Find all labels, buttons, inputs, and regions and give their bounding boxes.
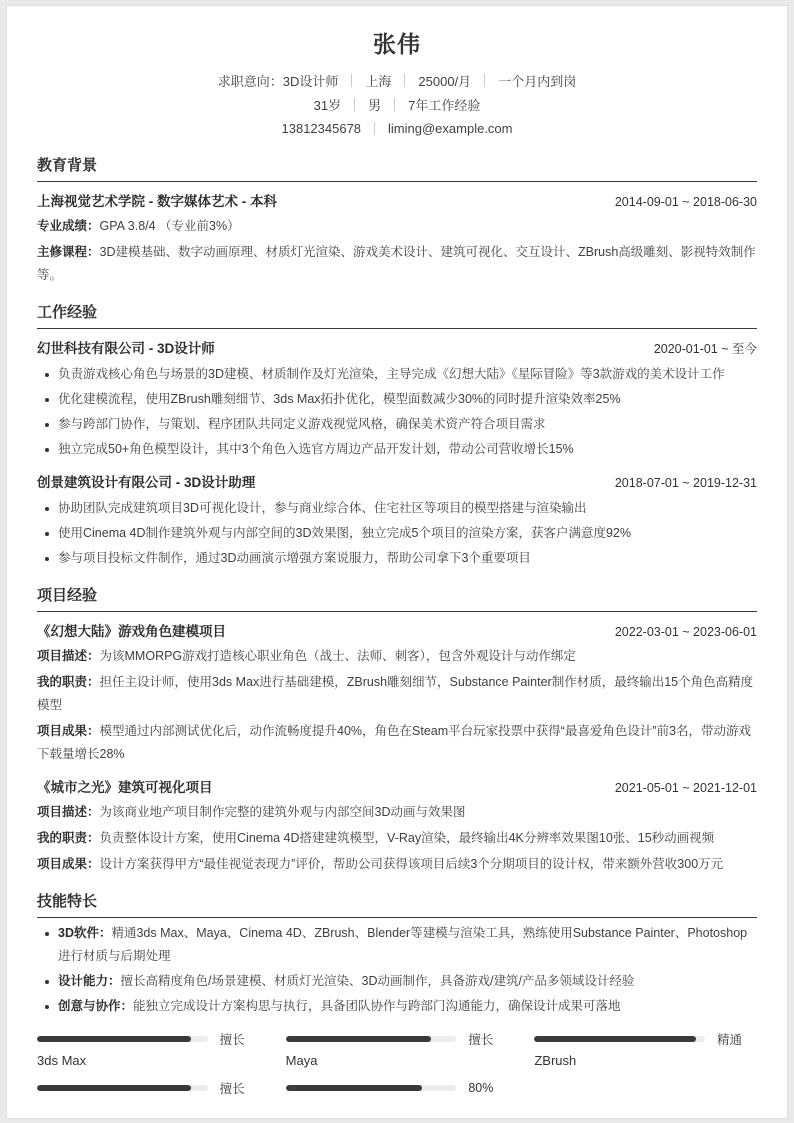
skill-bar-track	[37, 1085, 208, 1091]
skill-bar	[286, 1032, 509, 1069]
skill-bar-fill	[286, 1085, 423, 1091]
skill-bar-name: ZBrush	[534, 1053, 577, 1068]
field-text: 担任主设计师，使用3ds Max进行基础建模，ZBrush雕刻细节，Substance Painter制作材质，最终输出15个角色高精度模型	[37, 675, 754, 712]
company-and-position: 幻世科技有限公司 - 3D设计师	[37, 341, 215, 356]
skill-bar-name: 3ds Max	[37, 1053, 87, 1068]
skill-label: 设计能力：	[58, 974, 121, 988]
skill-bullet	[37, 922, 757, 968]
availability: 一个月内到岗	[498, 73, 577, 89]
email-address: liming@example.com	[388, 120, 513, 136]
skill-level-label: 擅长	[219, 1082, 245, 1096]
separator	[351, 74, 352, 87]
skill-bar	[286, 1081, 509, 1102]
skill-bullet-list	[37, 922, 757, 1018]
field-text: 为该MMORPG游戏打造核心职业角色（战士、法师、刺客），包含外观设计与动作绑定	[99, 649, 576, 663]
expected-salary: 25000/月	[418, 73, 472, 89]
gender: 男	[368, 97, 382, 113]
section-skills	[37, 892, 757, 1102]
separator	[484, 74, 485, 87]
work-bullet-list	[37, 497, 757, 570]
field-text: GPA 3.8/4 （专业前3%）	[99, 219, 240, 233]
section-title-projects: 项目经验	[37, 586, 757, 612]
skill-bar-track	[286, 1085, 457, 1091]
personal-info-row	[37, 92, 757, 116]
skill-level-label: 擅长	[468, 1033, 494, 1047]
skill-text: 精通3ds Max、Maya、Cinema 4D、ZBrush、Blender等建模与渲染工具，熟练使用Substance Painter、Photoshop进行材质与后期处理	[58, 926, 748, 963]
project-name: 《城市之光》建筑可视化项目	[37, 780, 213, 795]
skill-bar	[37, 1081, 260, 1102]
project-date-range: 2021-05-01 ~ 2021-12-01	[614, 781, 757, 795]
project-name: 《幻想大陆》游戏角色建模项目	[37, 624, 226, 639]
field-text: 3D建模基础、数字动画原理、材质灯光渲染、游戏美术设计、建筑可视化、交互设计、ZBrush高级雕刻、影视特效制作等。	[37, 245, 756, 282]
education-entry	[37, 192, 757, 287]
skill-level-label: 80%	[468, 1081, 494, 1095]
skill-bar-fill	[534, 1036, 696, 1042]
work-bullet: 参与跨部门协作，与策划、程序团队共同定义游戏视觉风格，确保美术资产符合项目需求	[37, 413, 757, 436]
field-label: 我的职责：	[37, 831, 100, 845]
skill-bar-fill	[37, 1085, 191, 1091]
separator	[394, 98, 395, 111]
work-bullet: 使用Cinema 4D制作建筑外观与内部空间的3D效果图，独立完成5个项目的渲染方案，获客户满意度92%	[37, 522, 757, 545]
field-text: 模型通过内部测试优化后，动作流畅度提升40%，角色在Steam平台玩家投票中获得“最喜爱角色设计”前3名，带动游戏下载量增长28%	[37, 724, 751, 761]
section-work-experience	[37, 303, 757, 570]
work-entry	[37, 473, 757, 570]
section-title-education: 教育背景	[37, 156, 757, 182]
resume-page	[6, 5, 788, 1119]
job-intent-row	[37, 68, 757, 92]
skill-label: 创意与协作：	[58, 999, 134, 1013]
project-responsibility-row	[37, 671, 757, 717]
separator	[354, 98, 355, 111]
contact-row	[37, 116, 757, 140]
project-date-range: 2022-03-01 ~ 2023-06-01	[614, 625, 757, 639]
age: 31岁	[313, 97, 342, 113]
skill-bar-name: Maya	[285, 1053, 318, 1068]
candidate-name: 张伟	[373, 31, 421, 57]
work-bullet: 协助团队完成建筑项目3D可视化设计，参与商业综合体、住宅社区等项目的模型搭建与渲染输出	[37, 497, 757, 520]
project-description-row	[37, 645, 757, 668]
separator	[404, 74, 405, 87]
skill-bullet	[37, 995, 757, 1018]
field-text: 为该商业地产项目制作完整的建筑外观与内部空间3D动画与效果图	[99, 805, 466, 819]
field-label: 专业成绩：	[37, 219, 100, 233]
skill-bar-fill	[37, 1036, 191, 1042]
skill-text: 能独立完成设计方案构思与执行，具备团队协作与跨部门沟通能力，确保设计成果可落地	[133, 999, 621, 1013]
work-bullet: 负责游戏核心角色与场景的3D建模、材质制作及灯光渲染，主导完成《幻想大陆》《星际冒险》等3款游戏的美术设计工作	[37, 363, 757, 386]
education-date-range: 2014-09-01 ~ 2018-06-30	[614, 195, 757, 209]
project-description-row	[37, 801, 757, 824]
field-label: 项目描述：	[37, 805, 100, 819]
project-result-row	[37, 720, 757, 766]
field-label: 项目描述：	[37, 649, 100, 663]
skill-level-label: 精通	[717, 1033, 743, 1047]
education-courses-row	[37, 241, 757, 287]
skill-bullet	[37, 970, 757, 993]
skill-label: 3D软件：	[58, 926, 112, 940]
project-responsibility-row	[37, 827, 757, 850]
skill-bar	[534, 1032, 757, 1069]
skill-bars-row-1	[37, 1032, 757, 1069]
field-text: 负责整体设计方案，使用Cinema 4D搭建建筑模型，V-Ray渲染，最终输出4K分辨率效果图10张、15秒动画视频	[99, 831, 715, 845]
work-date-range: 2020-01-01 ~ 至今	[653, 342, 757, 356]
education-school-degree: 上海视觉艺术学院 - 数字媒体艺术 - 本科	[37, 194, 277, 209]
project-entry	[37, 778, 757, 876]
skill-text: 擅长高精度角色/场景建模、材质灯光渲染、3D动画制作，具备游戏/建筑/产品多领域设计经验	[120, 974, 635, 988]
skill-bar-track	[286, 1036, 457, 1042]
phone-number: 13812345678	[281, 120, 362, 136]
section-education	[37, 156, 757, 287]
work-bullet-list	[37, 363, 757, 461]
job-city: 上海	[365, 73, 392, 89]
work-entry	[37, 339, 757, 461]
job-intent: 求职意向：3D设计师	[217, 73, 339, 89]
skill-bar-track	[37, 1036, 208, 1042]
years-of-experience: 7年工作经验	[408, 97, 481, 113]
field-label: 项目成果：	[37, 724, 100, 738]
field-label: 主修课程：	[37, 245, 100, 259]
skill-bar	[37, 1032, 260, 1069]
work-bullet: 参与项目投标文件制作，通过3D动画演示增强方案说服力，帮助公司拿下3个重要项目	[37, 547, 757, 570]
section-title-skills: 技能特长	[37, 892, 757, 918]
work-date-range: 2018-07-01 ~ 2019-12-31	[614, 476, 757, 490]
skill-bars-row-2	[37, 1081, 757, 1102]
section-title-work: 工作经验	[37, 303, 757, 329]
separator	[374, 122, 375, 135]
section-projects	[37, 586, 757, 876]
field-label: 项目成果：	[37, 857, 100, 871]
skill-bar-fill	[286, 1036, 431, 1042]
project-entry	[37, 622, 757, 766]
field-label: 我的职责：	[37, 675, 100, 689]
project-result-row	[37, 853, 757, 876]
field-text: 设计方案获得甲方“最佳视觉表现力”评价，帮助公司获得该项目后续3个分期项目的设计权，带来额外营收300万元	[99, 857, 724, 871]
company-and-position: 创景建筑设计有限公司 - 3D设计助理	[37, 475, 256, 490]
work-bullet: 独立完成50+角色模型设计，其中3个角色入选官方周边产品开发计划，带动公司营收增长15%	[37, 438, 757, 461]
skill-level-label: 擅长	[219, 1033, 245, 1047]
skill-bar-track	[534, 1036, 705, 1042]
education-gpa-row	[37, 215, 757, 238]
resume-header	[37, 30, 757, 140]
work-bullet: 优化建模流程，使用ZBrush雕刻细节、3ds Max拓扑优化，模型面数减少30%的同时提升渲染效率25%	[37, 388, 757, 411]
